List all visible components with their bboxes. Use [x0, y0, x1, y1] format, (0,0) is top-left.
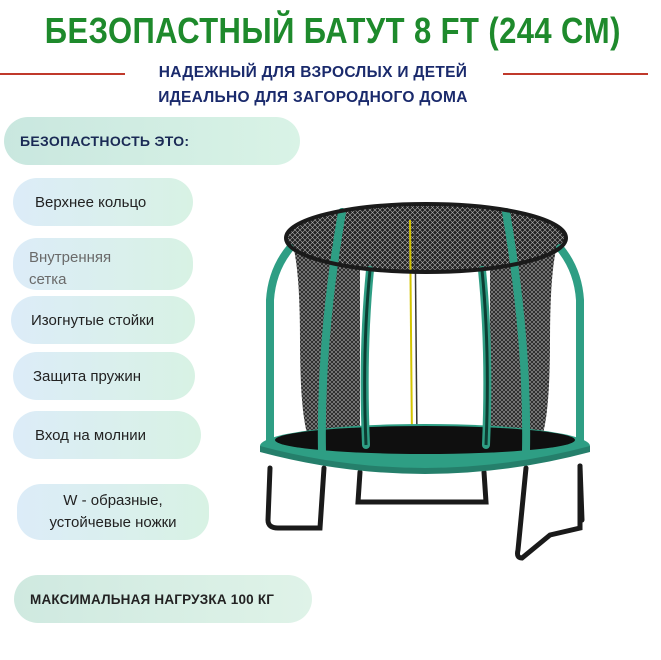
feature-w-legs — [17, 484, 209, 540]
feature-inner-net — [13, 238, 193, 290]
max-load-label: МАКСИМАЛЬНАЯ НАГРУЗКА 100 КГ — [30, 591, 275, 607]
feature-top-ring — [13, 178, 193, 226]
right-divider — [503, 73, 648, 75]
feature-curved-poles — [11, 296, 195, 344]
safety-heading-label: БЕЗОПАСТНОСТЬ ЭТО: — [20, 133, 190, 149]
feature-label: Изогнутые стойки — [31, 311, 155, 329]
feature-label: Защита пружин — [33, 367, 141, 385]
feature-label: Вход на молнии — [35, 426, 147, 444]
feature-label: Внутренняя сетка — [29, 249, 112, 288]
max-load-badge — [14, 575, 312, 623]
feature-spring-cover — [13, 352, 195, 400]
product-title: БЕЗОПАСТНЫЙ БАТУТ 8 FT (244 CM) — [44, 10, 621, 51]
w-legs — [268, 466, 582, 558]
subtitle-line-1: НАДЕЖНЫЙ ДЛЯ ВЗРОСЛЫХ И ДЕТЕЙ — [158, 64, 468, 81]
trampoline-illustration — [250, 190, 600, 570]
safety-heading — [4, 117, 300, 165]
feature-label: Верхнее кольцо — [35, 193, 147, 211]
left-divider — [0, 73, 125, 75]
feature-zip-entrance — [13, 411, 201, 459]
feature-label: W - образные, устойчевые ножки — [49, 492, 177, 531]
subtitle-line-2: ИДЕАЛЬНО ДЛЯ ЗАГОРОДНОГО ДОМА — [158, 89, 468, 106]
